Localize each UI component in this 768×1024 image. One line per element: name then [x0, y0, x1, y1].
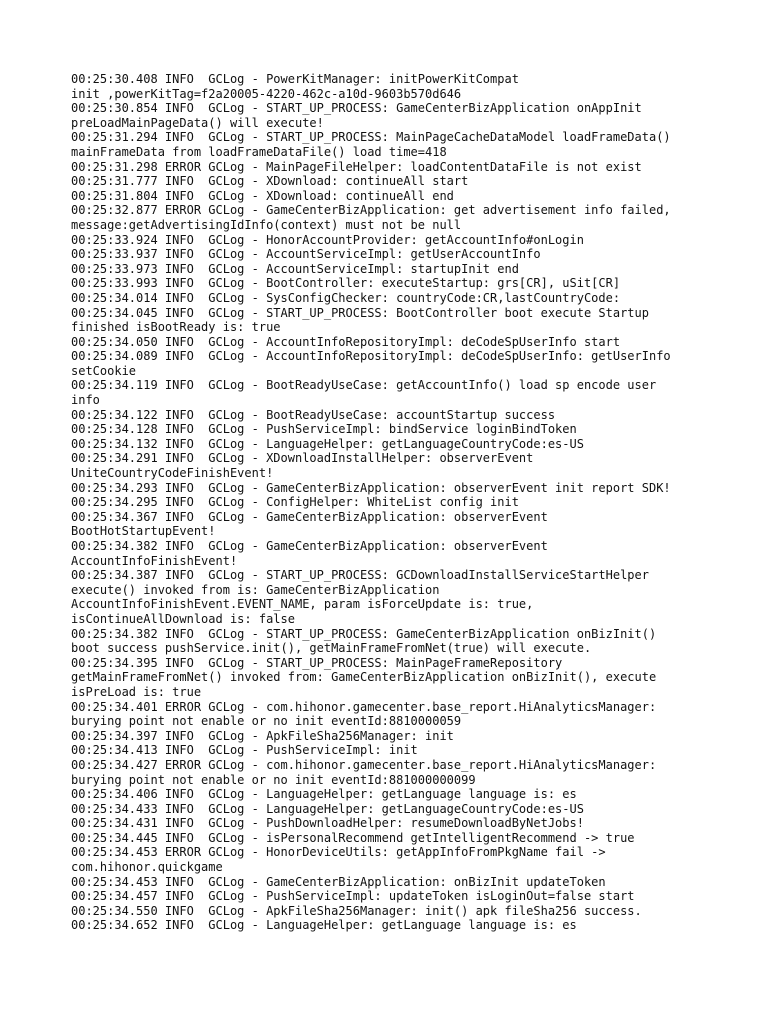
- log-line: message:getAdvertisingIdInfo(context) must not be null: [71, 217, 462, 232]
- log-line: 00:25:34.050 INFO GCLog - AccountInfoRepositoryImpl: deCodeSpUserInfo start: [71, 334, 621, 349]
- log-line: 00:25:34.427 ERROR GCLog - com.hihonor.gamecenter.base_report.HiAnalyticsManager:: [71, 757, 657, 772]
- log-line: 00:25:34.128 INFO GCLog - PushServiceImpl: bindService loginBindToken: [71, 422, 577, 437]
- log-line: 00:25:34.550 INFO GCLog - ApkFileSha256Manager: init() apk fileSha256 success.: [71, 903, 642, 918]
- log-line: 00:25:34.413 INFO GCLog - PushServiceImpl: init: [71, 743, 418, 758]
- log-line: 00:25:34.132 INFO GCLog - LanguageHelper: getLanguageCountryCode:es-US: [71, 436, 584, 451]
- log-line: boot success pushService.init(), getMainFrameFromNet(true) will execute.: [71, 641, 592, 656]
- log-line: isPreLoad is: true: [71, 684, 202, 699]
- log-line: setCookie: [71, 363, 137, 378]
- log-line: AccountInfoFinishEvent.EVENT_NAME, param isForceUpdate is: true,: [71, 597, 534, 612]
- log-line: com.hihonor.quickgame: [71, 860, 223, 875]
- log-line: 00:25:34.122 INFO GCLog - BootReadyUseCase: accountStartup success: [71, 407, 556, 422]
- log-line: 00:25:34.387 INFO GCLog - START_UP_PROCESS: GCDownloadInstallServiceStartHelper: [71, 568, 649, 583]
- log-line: 00:25:34.291 INFO GCLog - XDownloadInstallHelper: observerEvent: [71, 451, 534, 466]
- log-line: burying point not enable or no init eventId:8810000059: [71, 714, 462, 729]
- log-line: 00:25:34.293 INFO GCLog - GameCenterBizApplication: observerEvent init report SDK!: [71, 480, 671, 495]
- log-line: isContinueAllDownload is: false: [71, 611, 295, 626]
- log-line: 00:25:33.924 INFO GCLog - HonorAccountProvider: getAccountInfo#onLogin: [71, 232, 584, 247]
- log-line: 00:25:31.298 ERROR GCLog - MainPageFileHelper: loadContentDataFile is not exist: [71, 159, 642, 174]
- log-line: 00:25:34.453 ERROR GCLog - HonorDeviceUtils: getAppInfoFromPkgName fail ->: [71, 845, 606, 860]
- log-line: execute() invoked from is: GameCenterBizApplication: [71, 582, 440, 597]
- log-line: 00:25:33.937 INFO GCLog - AccountServiceImpl: getUserAccountInfo: [71, 247, 541, 262]
- log-line: AccountInfoFinishEvent!: [71, 553, 238, 568]
- log-line: 00:25:34.457 INFO GCLog - PushServiceImpl: updateToken isLoginOut=false start: [71, 889, 635, 904]
- log-line: 00:25:34.367 INFO GCLog - GameCenterBizApplication: observerEvent: [71, 509, 548, 524]
- log-line: UniteCountryCodeFinishEvent!: [71, 466, 274, 481]
- log-line: 00:25:34.045 INFO GCLog - START_UP_PROCESS: BootController boot execute Startup: [71, 305, 649, 320]
- log-line: 00:25:34.445 INFO GCLog - isPersonalRecommend getIntelligentRecommend -> true: [71, 830, 635, 845]
- log-line: 00:25:34.395 INFO GCLog - START_UP_PROCESS: MainPageFrameRepository: [71, 655, 563, 670]
- log-line: init ,powerKitTag=f2a20005-4220-462c-a10d-9603b570d646: [71, 86, 462, 101]
- log-line: 00:25:34.382 INFO GCLog - START_UP_PROCESS: GameCenterBizApplication onBizInit(): [71, 626, 657, 641]
- log-line: finished isBootReady is: true: [71, 320, 281, 335]
- log-line: 00:25:33.973 INFO GCLog - AccountServiceImpl: startupInit end: [71, 261, 519, 276]
- log-line: 00:25:34.406 INFO GCLog - LanguageHelper: getLanguage language is: es: [71, 787, 577, 802]
- log-line: 00:25:31.804 INFO GCLog - XDownload: continueAll end: [71, 188, 454, 203]
- log-line: 00:25:34.119 INFO GCLog - BootReadyUseCase: getAccountInfo() load sp encode user: [71, 378, 657, 393]
- log-line: 00:25:30.854 INFO GCLog - START_UP_PROCESS: GameCenterBizApplication onAppInit: [71, 101, 642, 116]
- log-line: info: [71, 393, 100, 408]
- log-line: 00:25:34.014 INFO GCLog - SysConfigChecker: countryCode:CR,lastCountryCode:: [71, 290, 621, 305]
- log-line: preLoadMainPageData() will execute!: [71, 115, 324, 130]
- log-line: 00:25:34.433 INFO GCLog - LanguageHelper: getLanguageCountryCode:es-US: [71, 801, 584, 816]
- log-line: 00:25:31.777 INFO GCLog - XDownload: continueAll start: [71, 174, 469, 189]
- log-line: 00:25:34.401 ERROR GCLog - com.hihonor.gamecenter.base_report.HiAnalyticsManager:: [71, 699, 657, 714]
- log-line: 00:25:34.453 INFO GCLog - GameCenterBizApplication: onBizInit updateToken: [71, 874, 606, 889]
- log-line: 00:25:30.408 INFO GCLog - PowerKitManager: initPowerKitCompat: [71, 72, 519, 86]
- log-line: 00:25:34.652 INFO GCLog - LanguageHelper: getLanguage language is: es: [71, 918, 577, 933]
- log-line: 00:25:31.294 INFO GCLog - START_UP_PROCESS: MainPageCacheDataModel loadFrameData(): [71, 130, 671, 145]
- log-line: 00:25:34.431 INFO GCLog - PushDownloadHelper: resumeDownloadByNetJobs!: [71, 816, 584, 831]
- log-line: 00:25:33.993 INFO GCLog - BootController: executeStartup: grs[CR], uSit[CR]: [71, 276, 621, 291]
- log-line: burying point not enable or no init eventId:881000000099: [71, 772, 476, 787]
- log-line: 00:25:34.397 INFO GCLog - ApkFileSha256Manager: init: [71, 728, 454, 743]
- log-line: 00:25:34.295 INFO GCLog - ConfigHelper: WhiteList config init: [71, 495, 519, 510]
- log-line: 00:25:34.382 INFO GCLog - GameCenterBizApplication: observerEvent: [71, 539, 548, 553]
- log-text-block: [71, 72, 711, 933]
- log-line: 00:25:34.089 INFO GCLog - AccountInfoRepositoryImpl: deCodeSpUserInfo: getUserInfo: [71, 349, 671, 364]
- log-line: mainFrameData from loadFrameDataFile() load time=418: [71, 144, 447, 159]
- log-line: getMainFrameFromNet() invoked from: GameCenterBizApplication onBizInit(), execute: [71, 670, 657, 685]
- log-line: BootHotStartupEvent!: [71, 524, 216, 539]
- log-line: 00:25:32.877 ERROR GCLog - GameCenterBizApplication: get advertisement info failed,: [71, 203, 671, 218]
